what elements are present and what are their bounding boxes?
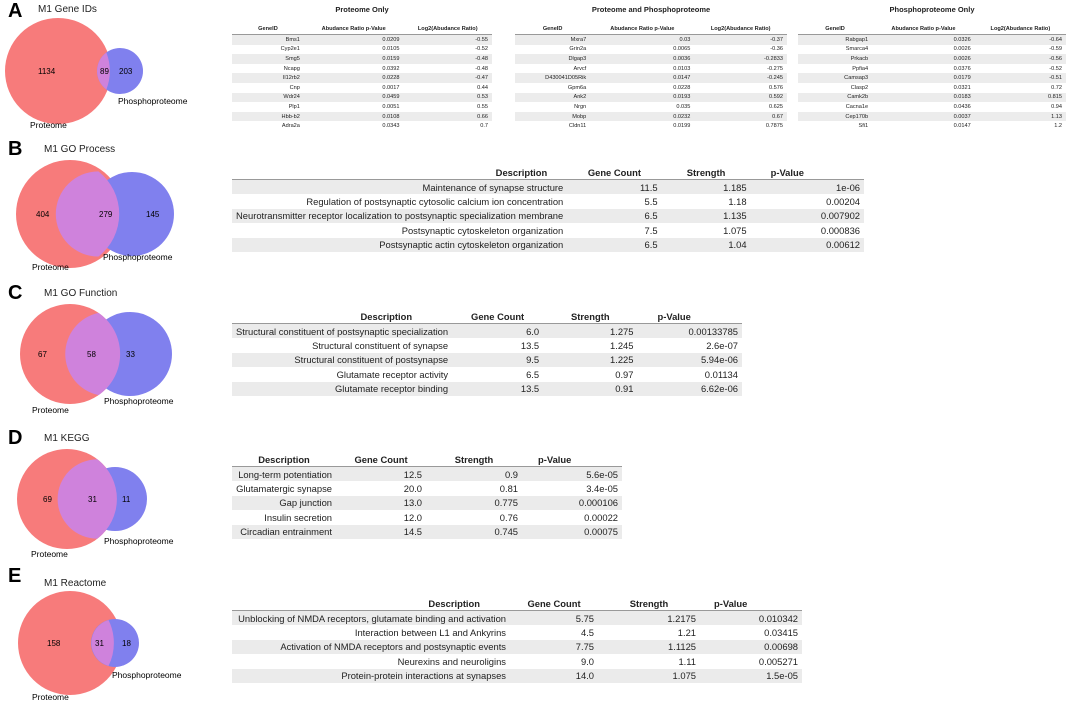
table-row <box>232 611 802 626</box>
table-cell: 0.775 <box>426 496 522 510</box>
table-cell: 0.0228 <box>673 84 691 91</box>
table-cell: 11.5 <box>567 180 661 195</box>
table-cell: 0.7 <box>480 123 488 130</box>
col-header: Strength <box>662 165 751 180</box>
venn-diagram-c <box>0 280 210 420</box>
table-cell: Ank2 <box>515 93 590 103</box>
table-row <box>232 194 864 208</box>
table-cell: -0.55 <box>403 35 492 45</box>
venn-left-label: Proteome <box>32 692 69 702</box>
table-cell: D430041D05Rik <box>515 73 590 83</box>
venn-overlap-count: 279 <box>99 210 113 219</box>
table-cell: 0.0392 <box>382 65 400 72</box>
table-cell: 5.75 <box>510 611 598 626</box>
venn-left-label: Proteome <box>32 262 69 272</box>
table-row <box>798 64 1066 74</box>
table-cell: -0.2833 <box>694 54 787 64</box>
table-row <box>515 45 787 55</box>
enrichment-table-c <box>232 309 742 396</box>
table-cell: -0.59 <box>1049 46 1062 53</box>
panel-letter-c: C <box>8 282 23 304</box>
panel-title-e: M1 Reactome <box>44 578 107 589</box>
table-cell: 5.94e-06 <box>637 353 742 367</box>
table-cell: 7.75 <box>510 640 598 654</box>
table-cell: Neurotransmitter receptor localization to postsynaptic specialization membrane <box>232 209 567 223</box>
gene-table-both <box>515 24 787 131</box>
table-cell: 0.53 <box>403 93 492 103</box>
col-header: p-Value <box>751 165 864 180</box>
table-cell: 0.81 <box>499 483 518 495</box>
table-cell: 0.005271 <box>758 655 798 667</box>
table-row <box>232 83 492 93</box>
table-row <box>232 54 492 64</box>
table-cell: 1.04 <box>662 238 751 252</box>
table-row <box>232 324 742 339</box>
table-cell: Cacna1e <box>845 103 869 110</box>
table-cell: 0.91 <box>543 382 637 396</box>
venn-right-count: 11 <box>122 495 131 504</box>
venn-diagram-a <box>0 0 210 140</box>
table-cell: 1.075 <box>598 669 700 683</box>
table-row <box>232 510 622 524</box>
table-row <box>232 467 622 482</box>
col-header: p-Value <box>637 309 742 324</box>
table-cell: Ppfia4 <box>852 65 869 72</box>
table-cell: Insulin secretion <box>264 511 332 523</box>
venn-right-label: Phosphoproteome <box>104 396 174 406</box>
table-cell: Gap junction <box>232 496 336 510</box>
table-row <box>798 112 1066 122</box>
table-cell: Maintenance of synapse structure <box>232 180 567 195</box>
table-cell: Unblocking of NMDA receptors, glutamate binding and activation <box>232 611 510 626</box>
venn-proteome-circle <box>5 18 111 124</box>
panel-letter-a: A <box>8 0 23 22</box>
col-header: GeneID <box>798 24 872 35</box>
table-cell: Cldn11 <box>568 123 587 130</box>
table-cell: Glutamate receptor activity <box>336 368 449 380</box>
table-cell: 0.03415 <box>764 627 798 639</box>
table-cell: Glutamate receptor binding <box>232 382 452 396</box>
panel-title-b: M1 GO Process <box>44 144 116 155</box>
table-cell: Nrgn <box>574 103 587 110</box>
table-cell: 0.625 <box>769 103 783 110</box>
table-cell: 0.576 <box>769 84 783 91</box>
col-header: p-Value <box>700 596 802 611</box>
table-cell: 0.0232 <box>590 112 694 122</box>
table-cell: Mxra7 <box>515 35 590 45</box>
col-header: Log2(Abudance Ratio) <box>694 24 787 35</box>
table-cell: Hbb-b2 <box>232 112 304 122</box>
panel-title-c: M1 GO Function <box>44 288 118 299</box>
table-cell: 0.0376 <box>953 65 971 72</box>
table-cell: 0.0321 <box>953 84 971 91</box>
table-cell: Interaction between L1 and Ankyrins <box>354 627 506 639</box>
table-cell: 20.0 <box>403 483 422 495</box>
venn-right-label: Phosphoproteome <box>118 96 188 106</box>
col-header: Strength <box>598 596 700 611</box>
table-cell: 7.5 <box>644 224 658 236</box>
table-cell: Sfi1 <box>858 123 869 130</box>
table-cell: Protein-protein interactions at synapses <box>232 669 510 683</box>
table-cell: Smarca4 <box>845 46 869 53</box>
table-cell: Glutamatergic synapse <box>236 483 332 495</box>
table-cell: 14.0 <box>510 669 598 683</box>
table-cell: 5.5 <box>644 196 658 208</box>
panel-letter-b: B <box>8 138 23 160</box>
table-cell: 1.075 <box>723 224 747 236</box>
table-cell: Neurexins and neuroligins <box>397 655 506 667</box>
venn-right-count: 33 <box>126 350 135 359</box>
table-cell: 0.035 <box>676 103 691 110</box>
table-cell: 0.745 <box>426 525 522 539</box>
table-cell: Structural constituent of postsynaptic specialization <box>232 324 452 339</box>
venn-right-label: Phosphoproteome <box>103 252 173 262</box>
table-cell: 13.5 <box>520 340 540 352</box>
table-cell: Postsynaptic actin cytoskeleton organization <box>232 238 567 252</box>
table-cell: -0.275 <box>767 65 783 72</box>
table-row <box>798 54 1066 64</box>
table-cell: Smg5 <box>232 54 304 64</box>
col-header: Description <box>232 452 336 467</box>
venn-diagram-d <box>0 420 210 560</box>
table-row <box>232 35 492 45</box>
table-cell: Ncapg <box>283 65 300 72</box>
venn-diagram-b <box>0 140 210 280</box>
col-header: GeneID <box>515 24 590 35</box>
table-cell: Bms1 <box>232 35 304 45</box>
table-cell: 0.66 <box>403 112 492 122</box>
table-cell: 0.000836 <box>820 224 860 236</box>
table-row <box>232 238 864 252</box>
table-cell: -0.36 <box>770 46 783 53</box>
table-row <box>798 35 1066 45</box>
panel-title-a: M1 Gene IDs <box>38 4 97 15</box>
table-cell: Clasp2 <box>850 84 869 91</box>
table-cell: Rabgap1 <box>798 35 872 45</box>
table-cell: Camk2b <box>798 93 872 103</box>
table-cell: -0.48 <box>475 65 488 72</box>
table-row <box>798 73 1066 83</box>
table-cell: 0.0036 <box>590 54 694 64</box>
table-row <box>515 64 787 74</box>
table-cell: -0.52 <box>1049 65 1062 72</box>
table-cell: Il12rb2 <box>232 73 304 83</box>
table-row <box>232 223 864 237</box>
table-cell: 1.13 <box>975 112 1066 122</box>
table-cell: 13.5 <box>452 382 543 396</box>
table-cell: 0.0051 <box>382 103 400 110</box>
gene-table-title-3: Phosphoproteome Only <box>889 5 975 14</box>
table-cell: 1.11 <box>678 655 696 667</box>
table-row <box>515 83 787 93</box>
venn-overlap-count: 89 <box>100 67 109 76</box>
table-row <box>232 525 622 539</box>
table-row <box>232 112 492 122</box>
table-row <box>232 102 492 112</box>
table-cell: 0.592 <box>694 93 787 103</box>
table-cell: 4.5 <box>580 627 594 639</box>
table-cell: 6.62e-06 <box>637 382 742 396</box>
col-header: Description <box>232 596 510 611</box>
table-cell: 12.0 <box>403 511 422 523</box>
table-row <box>515 35 787 45</box>
table-cell: 1e-06 <box>751 180 864 195</box>
table-cell: 0.815 <box>975 93 1066 103</box>
table-cell: 0.44 <box>477 84 488 91</box>
table-row <box>798 45 1066 55</box>
enrichment-table-d <box>232 452 622 539</box>
venn-overlap-count: 31 <box>88 495 97 504</box>
table-cell: 0.0459 <box>304 93 404 103</box>
table-row <box>515 102 787 112</box>
table-cell: Cep170b <box>798 112 872 122</box>
table-row <box>232 64 492 74</box>
table-cell: 1.18 <box>728 196 747 208</box>
table-row <box>232 353 742 367</box>
table-cell: Activation of NMDA receptors and postsynaptic events <box>232 640 510 654</box>
table-cell: 0.010342 <box>700 611 802 626</box>
table-cell: 0.0037 <box>872 112 975 122</box>
table-cell: 0.0108 <box>304 112 404 122</box>
table-cell: 1.225 <box>543 353 637 367</box>
col-header: p-Value <box>522 452 622 467</box>
table-row <box>232 45 492 55</box>
col-header: Description <box>232 309 452 324</box>
venn-right-count: 18 <box>122 639 131 648</box>
table-cell: 0.0343 <box>382 123 400 130</box>
table-row <box>232 481 622 495</box>
table-cell: Regulation of postsynaptic cytosolic calcium ion concentration <box>306 196 564 208</box>
table-cell: 9.5 <box>452 353 543 367</box>
venn-overlap-count: 58 <box>87 350 96 359</box>
col-header: Gene Count <box>510 596 598 611</box>
table-cell: 1.5e-05 <box>700 669 802 683</box>
table-cell: -0.64 <box>975 35 1066 45</box>
table-cell: Plp1 <box>288 103 300 110</box>
table-cell: Prkacb <box>798 54 872 64</box>
table-cell: Structural constituent of synapse <box>312 340 449 352</box>
table-cell: Wdr24 <box>232 93 304 103</box>
table-cell: 0.7875 <box>765 123 783 130</box>
gene-table-phospho-only <box>798 24 1066 131</box>
table-cell: 12.5 <box>336 467 426 482</box>
table-cell: 1.2175 <box>598 611 700 626</box>
table-cell: 6.5 <box>567 238 661 252</box>
table-cell: 0.0103 <box>673 65 691 72</box>
table-row <box>515 112 787 122</box>
table-cell: Cyp2e1 <box>280 46 300 53</box>
table-cell: -0.52 <box>475 46 488 53</box>
table-row <box>232 209 864 223</box>
table-cell: 0.0228 <box>304 73 404 83</box>
table-row <box>232 93 492 103</box>
table-cell: 0.00022 <box>584 511 618 523</box>
col-header: Abudance Ratio p-Value <box>590 24 694 35</box>
table-cell: 0.00612 <box>751 238 864 252</box>
panel-letter-e: E <box>8 565 22 587</box>
table-cell: 0.0147 <box>590 73 694 83</box>
table-cell: 0.0326 <box>872 35 975 45</box>
panel-title-d: M1 KEGG <box>44 433 90 444</box>
enrichment-table-b <box>232 165 864 252</box>
table-cell: -0.37 <box>694 35 787 45</box>
table-cell: Gpm6a <box>567 84 587 91</box>
table-row <box>232 496 622 510</box>
col-header: Strength <box>426 452 522 467</box>
table-cell: 1.245 <box>610 340 634 352</box>
table-row <box>798 93 1066 103</box>
col-header: Log2(Abudance Ratio) <box>975 24 1066 35</box>
col-header: Gene Count <box>452 309 543 324</box>
col-header: Abudance Ratio p-Value <box>304 24 404 35</box>
table-cell: 0.0065 <box>673 46 691 53</box>
venn-left-label: Proteome <box>31 549 68 559</box>
table-cell: Cnp <box>289 84 300 91</box>
table-cell: Dlgap3 <box>515 54 590 64</box>
venn-diagram-e <box>0 560 210 703</box>
table-cell: -0.47 <box>403 73 492 83</box>
table-cell: 1.135 <box>662 209 751 223</box>
table-cell: 9.0 <box>580 655 594 667</box>
table-row <box>232 121 492 131</box>
table-row <box>232 640 802 654</box>
table-cell: Postsynaptic cytoskeleton organization <box>401 224 564 236</box>
col-header: Gene Count <box>567 165 661 180</box>
table-cell: 0.0183 <box>872 93 975 103</box>
table-cell: 0.55 <box>477 103 488 110</box>
gene-table-proteome-only <box>232 24 492 131</box>
table-cell: 0.000106 <box>522 496 622 510</box>
venn-left-label: Proteome <box>32 405 69 415</box>
table-cell: 0.0179 <box>872 73 975 83</box>
table-cell: 1.2 <box>1054 123 1062 130</box>
table-cell: 6.5 <box>567 209 661 223</box>
venn-overlap-count: 31 <box>95 639 104 648</box>
table-cell: 0.76 <box>499 511 518 523</box>
table-row <box>232 382 742 396</box>
table-cell: 0.67 <box>694 112 787 122</box>
venn-right-count: 145 <box>146 210 160 219</box>
venn-right-label: Phosphoproteome <box>112 670 182 680</box>
table-cell: 0.0147 <box>953 123 971 130</box>
venn-left-count: 158 <box>47 639 61 648</box>
table-cell: 0.0436 <box>953 103 971 110</box>
table-cell: 0.03 <box>590 35 694 45</box>
table-row <box>232 654 802 668</box>
table-cell: Circadian entrainment <box>232 525 336 539</box>
table-row <box>232 625 802 639</box>
col-header: Strength <box>543 309 637 324</box>
panel-letter-d: D <box>8 427 23 449</box>
venn-left-count: 1134 <box>38 67 56 76</box>
table-cell: -0.48 <box>403 54 492 64</box>
venn-left-count: 69 <box>43 495 52 504</box>
col-header: Description <box>232 165 567 180</box>
table-cell: 0.0159 <box>304 54 404 64</box>
gene-table-title-2: Proteome and Phosphoproteome <box>591 5 711 14</box>
table-cell: 14.5 <box>336 525 426 539</box>
table-row <box>232 73 492 83</box>
enrichment-table-e <box>232 596 802 683</box>
table-cell: Mobp <box>515 112 590 122</box>
col-header: GeneID <box>232 24 304 35</box>
table-cell: Camsap3 <box>798 73 872 83</box>
table-cell: -0.51 <box>975 73 1066 83</box>
col-header: Gene Count <box>336 452 426 467</box>
table-cell: 0.00698 <box>700 640 802 654</box>
table-cell: 1.275 <box>543 324 637 339</box>
table-row <box>515 121 787 131</box>
table-row <box>515 93 787 103</box>
venn-left-count: 404 <box>36 210 50 219</box>
table-row <box>515 73 787 83</box>
table-cell: -0.56 <box>975 54 1066 64</box>
table-cell: Grin2a <box>569 46 587 53</box>
table-cell: 6.5 <box>526 368 540 380</box>
table-cell: 1.21 <box>677 627 696 639</box>
table-row <box>232 367 742 381</box>
table-cell: Long-term potentiation <box>232 467 336 482</box>
venn-right-count: 203 <box>119 67 133 76</box>
table-cell: 0.9 <box>426 467 522 482</box>
table-row <box>515 54 787 64</box>
table-cell: Structural constituent of postsynapse <box>232 353 452 367</box>
table-cell: 2.6e-07 <box>706 340 738 352</box>
table-cell: -0.245 <box>694 73 787 83</box>
table-row <box>798 121 1066 131</box>
col-header: Abudance Ratio p-Value <box>872 24 975 35</box>
col-header: Log2(Abudance Ratio) <box>403 24 492 35</box>
table-cell: 0.0105 <box>382 46 400 53</box>
table-cell: 0.00075 <box>522 525 622 539</box>
table-cell: 0.0026 <box>953 46 971 53</box>
table-cell: 0.97 <box>615 368 634 380</box>
table-row <box>798 102 1066 112</box>
table-cell: 0.007902 <box>751 209 864 223</box>
table-cell: 13.0 <box>336 496 426 510</box>
table-cell: 0.01134 <box>704 368 738 380</box>
table-cell: 0.0017 <box>382 84 400 91</box>
table-cell: 0.0209 <box>304 35 404 45</box>
venn-left-count: 67 <box>38 350 47 359</box>
table-cell: 3.4e-05 <box>586 483 618 495</box>
table-row <box>232 338 742 352</box>
table-row <box>232 180 864 195</box>
table-cell: 6.0 <box>452 324 543 339</box>
table-cell: Adra2a <box>281 123 300 130</box>
table-cell: Arvcf <box>573 65 587 72</box>
table-cell: 0.94 <box>1051 103 1062 110</box>
gene-table-title-1: Proteome Only <box>335 5 389 14</box>
table-cell: 5.6e-05 <box>522 467 622 482</box>
table-cell: 0.0026 <box>872 54 975 64</box>
table-row <box>798 83 1066 93</box>
table-cell: 0.0199 <box>673 123 691 130</box>
table-cell: 1.185 <box>662 180 751 195</box>
venn-right-label: Phosphoproteome <box>104 536 174 546</box>
table-cell: 0.00133785 <box>637 324 742 339</box>
table-cell: 0.00204 <box>826 196 860 208</box>
venn-left-label: Proteome <box>30 120 67 130</box>
table-cell: 1.1125 <box>598 640 700 654</box>
table-cell: 0.0193 <box>590 93 694 103</box>
table-row <box>232 669 802 683</box>
table-cell: 0.72 <box>1051 84 1062 91</box>
